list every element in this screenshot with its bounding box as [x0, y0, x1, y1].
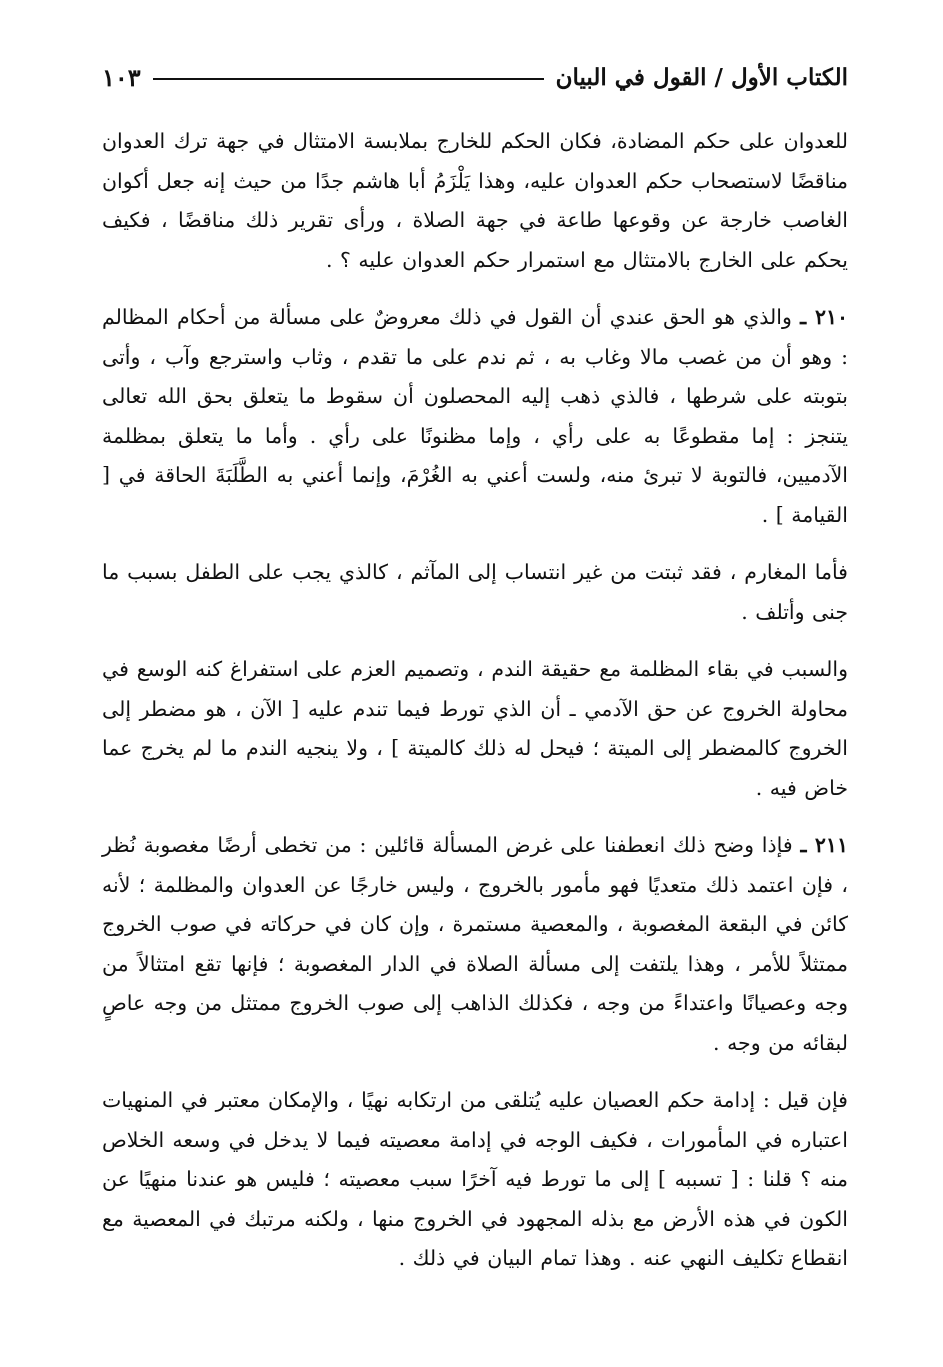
page-body	[102, 122, 848, 1279]
paragraph-text: والسبب في بقاء المظلمة مع حقيقة الندم ، وتصميم العزم على استفراغ كنه الوسع في محاولة الخروج عن حق الآدمي ـ أن الذي تورط فيما تندم عليه [ الآن ، هو مضطر إلى الخروج كالمضطر إلى الميتة ؛ فيحل له ذلك كالميتة ] ، ولا ينجيه الندم ما لم يخرج عما خاض فيه .	[102, 657, 848, 800]
paragraph	[102, 826, 848, 1063]
page-number: ١٠٣	[102, 62, 141, 92]
paragraph-text: للعدوان على حكم المضادة، فكان الحكم للخارج بملابسة الامتثال في جهة ترك العدوان مناقضًا لاستصحاب حكم العدوان عليه، وهذا يَلْزَمُ أبا هاشم جدًا من حيث إنه جعل أكوان الغاصب خارجة عن وقوعها طاعة في جهة الصلاة ، ورأى تقرير ذلك مناقضًا ، فكيف يحكم على الخارج بالامتثال مع استمرار حكم العدوان عليه ؟ .	[102, 129, 848, 272]
paragraph	[102, 1081, 848, 1279]
paragraph	[102, 650, 848, 808]
paragraph-text: فإذا وضح ذلك انعطفنا على غرض المسألة قائلين : من تخطى أرضًا مغصوبة نُظر ، فإن اعتمد ذلك متعديًا فهو مأمور بالخروج ، وليس خارجًا عن العدوان والمظلمة ؛ لأنه كائن في البقعة المغصوبة ، والمعصية مستمرة ، وإن كان في حركاته في صوب الخروج ممتثلاً للأمر ، وهذا يلتفت إلى مسألة الصلاة في الدار المغصوبة ؛ فإنها تقع امتثالاً من وجه وعصيانًا واعتداءً من وجه ، فكذلك الذاهب إلى صوب الخروج ممتثل من وجه عاصٍ لبقائه من وجه .	[102, 833, 848, 1055]
paragraph-text: فإن قيل : إدامة حكم العصيان عليه يُتلقى من ارتكابه نهيًا ، والإمكان معتبر في المنهيات اعتباره في المأمورات ، فكيف الوجه في إدامة معصيته فيما لا يدخل في وسعه الخلاص منه ؟ قلنا : [ تسببه ] إلى ما تورط فيه آخرًا سبب معصيته ؛ فليس هو عندنا منهيًا عن الكون في هذه الأرض مع بذله المجهود في الخروج منها ، ولكنه مرتبك في المعصية مع انقطاع تكليف النهي عنه . وهذا تمام البيان في ذلك .	[102, 1088, 848, 1270]
running-header	[102, 58, 848, 96]
chapter-title: الكتاب الأول / القول في البيان	[555, 63, 848, 91]
paragraph-number: ٢١١ ـ	[800, 833, 848, 857]
paragraph	[102, 122, 848, 280]
paragraph	[102, 553, 848, 632]
header-rule	[153, 78, 544, 80]
paragraph-number: ٢١٠ ـ	[800, 305, 848, 329]
paragraph-text: والذي هو الحق عندي أن القول في ذلك معروضٌ على مسألة من أحكام المظالم : وهو أن من غصب مالا وغاب به ، ثم ندم على ما تقدم ، وثاب واسترجع وآب ، وأتى بتوبته على شرطها ، فالذي ذهب إليه المحصلون أن سقوط ما يتعلق بحق الله تعالى يتنجز : إما مقطوعًا به على رأي ، وإما مظنونًا على رأي . وأما ما يتعلق بمظلمة الآدميين، فالتوبة لا تبرئ منه، ولست أعني به الغُرْمَ، وإنما أعني به الطَّلَبَةَ الحاقة في [ القيامة ] .	[102, 305, 848, 527]
paragraph	[102, 298, 848, 535]
paragraph-text: فأما المغارم ، فقد ثبتت من غير انتساب إلى المآثم ، كالذي يجب على الطفل بسبب ما جنى وأتلف .	[102, 560, 848, 624]
